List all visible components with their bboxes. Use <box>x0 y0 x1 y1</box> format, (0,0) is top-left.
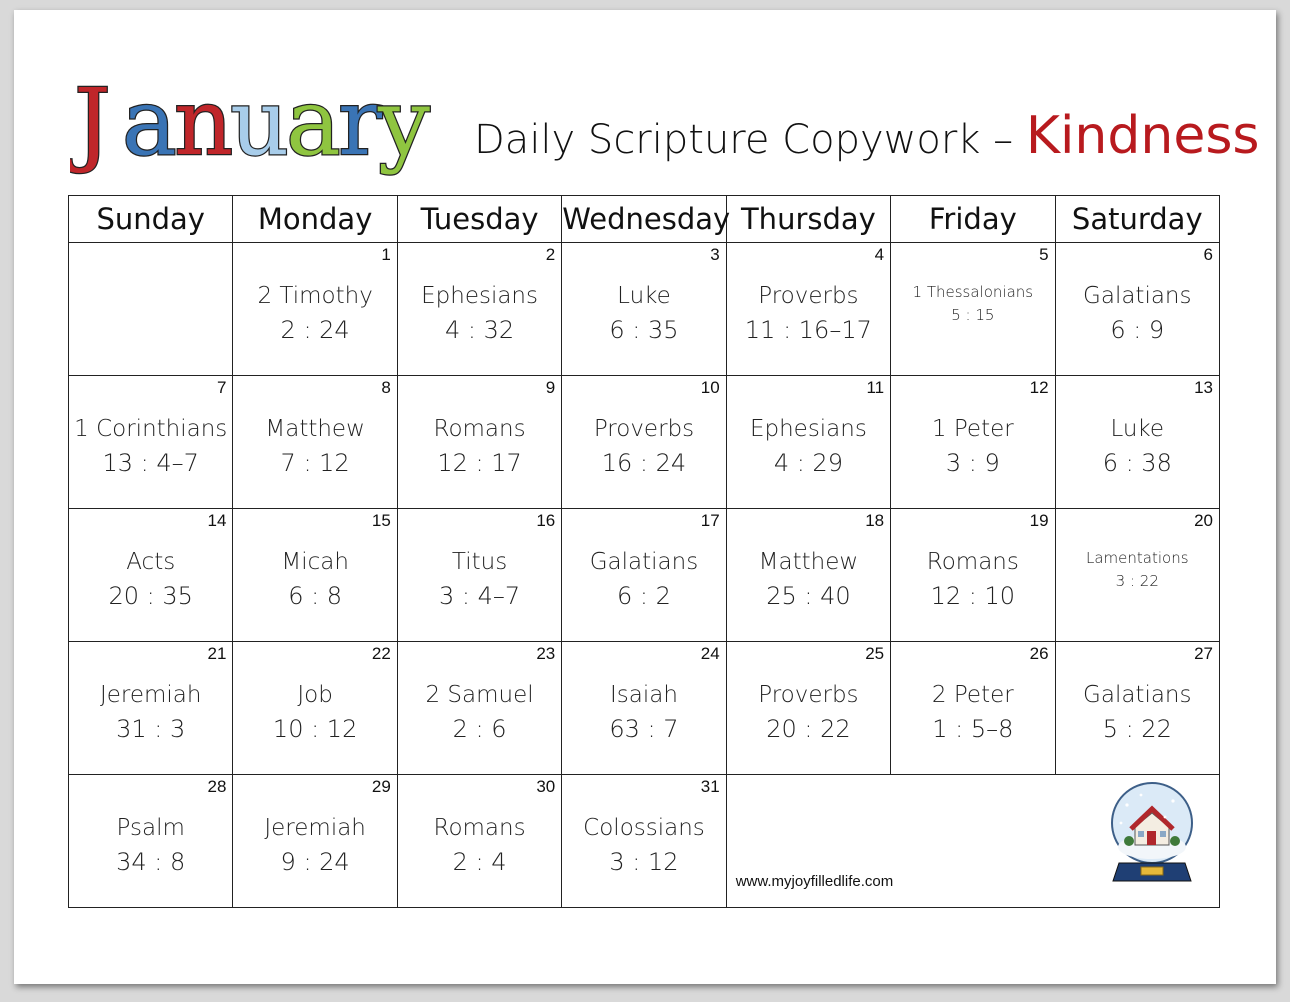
scripture-entry <box>727 678 890 746</box>
scripture-entry <box>562 279 725 347</box>
scripture-book: Ephesians <box>421 283 538 309</box>
day-number: 19 <box>1029 511 1049 530</box>
scripture-entry <box>398 279 561 347</box>
scripture-book: Lamentations <box>1086 549 1189 567</box>
scripture-reference: 3 : 4–7 <box>438 582 521 610</box>
scripture-entry <box>891 412 1054 480</box>
scripture-book: Ephesians <box>749 416 867 442</box>
week-row <box>69 243 1220 376</box>
day-cell <box>233 376 397 509</box>
scripture-book: Titus <box>451 549 508 575</box>
day-cell <box>562 642 726 775</box>
scripture-reference: 34 : 8 <box>116 848 186 876</box>
scripture-book: Galatians <box>1083 682 1192 708</box>
scripture-reference: 4 : 29 <box>773 449 843 477</box>
scripture-reference: 11 : 16–17 <box>744 316 872 344</box>
day-number: 31 <box>700 777 720 796</box>
footer-cell <box>726 775 1219 908</box>
day-number: 6 <box>1203 245 1213 264</box>
weekday-friday: Friday <box>891 196 1055 243</box>
day-cell <box>397 509 561 642</box>
scripture-entry <box>398 412 561 480</box>
day-number: 27 <box>1194 644 1213 663</box>
day-cell <box>891 243 1055 376</box>
day-number: 17 <box>700 511 720 530</box>
scripture-entry <box>1056 279 1219 347</box>
day-cell <box>397 775 561 908</box>
scripture-book: Acts <box>126 549 176 575</box>
scripture-book: Proverbs <box>758 283 859 309</box>
scripture-entry <box>69 811 232 879</box>
day-number: 7 <box>216 378 227 397</box>
week-row <box>69 775 1220 908</box>
weekday-sunday: Sunday <box>69 196 233 243</box>
weekday-monday: Monday <box>233 196 397 243</box>
weekday-thursday: Thursday <box>726 196 890 243</box>
scripture-entry <box>398 545 561 613</box>
scripture-book: 2 Samuel <box>425 682 534 708</box>
day-cell <box>562 509 726 642</box>
day-number: 10 <box>700 378 720 397</box>
scripture-reference: 6 : 38 <box>1102 449 1172 477</box>
scripture-book: Proverbs <box>758 682 859 708</box>
day-cell <box>562 376 726 509</box>
title-letter-y: y <box>378 69 430 176</box>
day-number: 2 <box>545 245 556 264</box>
scripture-reference: 6 : 2 <box>617 582 671 610</box>
scripture-reference: 9 : 24 <box>280 848 350 876</box>
scripture-entry <box>727 279 890 347</box>
scripture-entry <box>233 412 396 480</box>
scripture-reference: 2 : 6 <box>452 715 507 743</box>
day-cell <box>233 775 397 908</box>
scripture-reference: 7 : 12 <box>280 449 350 477</box>
scripture-book: Galatians <box>1083 283 1192 309</box>
day-number: 22 <box>371 644 391 663</box>
scripture-book: Isaiah <box>610 682 678 708</box>
week-row <box>69 642 1220 775</box>
day-number: 28 <box>207 777 227 796</box>
scripture-reference: 12 : 10 <box>930 582 1016 610</box>
scripture-book: Romans <box>433 815 526 841</box>
weekday-tuesday: Tuesday <box>397 196 561 243</box>
scripture-entry <box>727 412 890 480</box>
scripture-entry <box>727 545 890 613</box>
day-cell <box>397 243 561 376</box>
title-letter-j: J <box>74 69 111 176</box>
day-cell <box>397 642 561 775</box>
scripture-reference: 20 : 22 <box>766 715 851 743</box>
scripture-entry <box>1056 412 1219 480</box>
day-number: 1 <box>381 245 391 264</box>
scripture-reference: 13 : 4–7 <box>102 449 199 477</box>
scripture-reference: 2 : 4 <box>452 848 507 876</box>
day-number: 14 <box>207 511 227 530</box>
scripture-book: Romans <box>433 416 526 442</box>
theme-word: Kindness <box>1025 106 1260 166</box>
weekday-wednesday: Wednesday <box>562 196 726 243</box>
day-cell <box>69 509 233 642</box>
subtitle-text: Daily Scripture Copywork – <box>474 117 1026 163</box>
month-title <box>70 62 450 192</box>
scripture-book: Proverbs <box>593 416 695 442</box>
scripture-entry <box>562 678 725 746</box>
scripture-entry <box>562 545 725 613</box>
scripture-entry <box>398 811 561 879</box>
day-number: 9 <box>545 378 556 397</box>
scripture-entry <box>233 811 396 879</box>
scripture-book: Matthew <box>265 416 365 442</box>
scripture-reference: 16 : 24 <box>601 449 687 477</box>
scripture-reference: 6 : 9 <box>1110 316 1165 344</box>
scripture-reference: 25 : 40 <box>766 582 851 610</box>
scripture-reference: 2 : 24 <box>280 316 350 344</box>
scripture-book: Matthew <box>758 549 859 575</box>
calendar-grid <box>68 195 1220 908</box>
scripture-reference: 10 : 12 <box>272 715 358 743</box>
month-title-art <box>70 62 450 192</box>
scripture-reference: 6 : 8 <box>288 582 343 610</box>
scripture-book: 1 Thessalonians <box>912 283 1034 301</box>
day-number: 4 <box>874 245 885 264</box>
scripture-entry <box>233 279 396 347</box>
title-letter-a: a <box>122 69 177 176</box>
day-number: 23 <box>536 644 556 663</box>
scripture-book: Luke <box>1110 416 1165 442</box>
day-cell <box>69 775 233 908</box>
scripture-reference: 12 : 17 <box>437 449 522 477</box>
day-cell <box>69 376 233 509</box>
scripture-reference: 3 : 12 <box>609 848 679 876</box>
snow-globe-icon <box>1107 775 1197 895</box>
title-letter-n: n <box>174 69 234 176</box>
day-cell <box>891 376 1055 509</box>
day-cell <box>397 376 561 509</box>
scripture-book: Micah <box>281 549 349 575</box>
scripture-book: 2 Timothy <box>257 283 373 309</box>
scripture-book: Jeremiah <box>264 815 366 841</box>
scripture-book: Psalm <box>116 815 185 841</box>
title-letter-r: r <box>338 69 382 176</box>
scripture-reference: 63 : 7 <box>609 715 679 743</box>
title-letter-a2: a <box>286 69 341 176</box>
day-cell <box>69 642 233 775</box>
website-link[interactable]: www.myjoyfilledlife.com <box>735 873 894 890</box>
scripture-book: 1 Peter <box>931 416 1014 442</box>
week-row <box>69 376 1220 509</box>
scripture-reference: 4 : 32 <box>444 316 515 344</box>
day-cell <box>562 243 726 376</box>
scripture-reference: 6 : 35 <box>609 316 679 344</box>
day-cell <box>1055 642 1219 775</box>
scripture-entry <box>891 678 1054 746</box>
scripture-entry <box>1056 678 1219 746</box>
day-number: 29 <box>371 777 391 796</box>
day-cell <box>726 376 890 509</box>
scripture-reference: 3 : 9 <box>945 449 1000 477</box>
scripture-reference: 31 : 3 <box>116 715 186 743</box>
day-cell <box>726 509 890 642</box>
day-cell <box>233 243 397 376</box>
scripture-reference: 1 : 5–8 <box>932 715 1014 743</box>
weekday-header-row <box>69 196 1220 243</box>
empty-day-cell <box>69 243 233 376</box>
day-number: 25 <box>865 644 885 663</box>
scripture-book: 2 Peter <box>931 682 1014 708</box>
day-cell <box>726 642 890 775</box>
day-number: 24 <box>700 644 720 663</box>
scripture-book: Romans <box>926 549 1019 575</box>
scripture-entry <box>233 545 396 613</box>
day-number: 26 <box>1029 644 1049 663</box>
scripture-book: 1 Corinthians <box>74 416 228 442</box>
day-number: 13 <box>1194 378 1213 397</box>
day-number: 12 <box>1029 378 1049 397</box>
scripture-book: Luke <box>617 283 671 309</box>
scripture-book: Galatians <box>589 549 699 575</box>
scripture-reference: 20 : 35 <box>108 582 193 610</box>
day-number: 18 <box>865 511 885 530</box>
day-cell <box>891 509 1055 642</box>
scripture-book: Colossians <box>583 815 705 841</box>
scripture-entry <box>562 811 725 879</box>
day-number: 5 <box>1039 245 1049 264</box>
title-letter-u: u <box>230 69 290 176</box>
day-cell <box>1055 243 1219 376</box>
day-cell <box>726 243 890 376</box>
scripture-entry <box>891 545 1054 613</box>
scripture-entry <box>69 678 232 746</box>
week-row <box>69 509 1220 642</box>
scripture-entry <box>398 678 561 746</box>
scripture-entry <box>233 678 396 746</box>
day-number: 3 <box>710 245 720 264</box>
day-number: 20 <box>1194 511 1213 530</box>
day-number: 16 <box>536 511 556 530</box>
day-cell <box>233 642 397 775</box>
day-cell <box>233 509 397 642</box>
day-number: 15 <box>371 511 391 530</box>
day-number: 11 <box>866 378 885 397</box>
scripture-entry <box>69 412 232 480</box>
weekday-saturday: Saturday <box>1055 196 1219 243</box>
calendar-page <box>14 10 1276 984</box>
scripture-entry <box>69 545 232 613</box>
day-number: 30 <box>536 777 556 796</box>
day-cell <box>1055 376 1219 509</box>
scripture-entry <box>1056 545 1219 591</box>
subtitle <box>474 106 1260 166</box>
scripture-book: Jeremiah <box>99 682 202 708</box>
day-number: 21 <box>207 644 227 663</box>
scripture-entry <box>891 279 1054 325</box>
scripture-entry <box>562 412 725 480</box>
scripture-book: Job <box>297 682 333 708</box>
day-cell <box>562 775 726 908</box>
scripture-reference: 5 : 15 <box>951 306 995 324</box>
day-cell <box>1055 509 1219 642</box>
scripture-reference: 3 : 22 <box>1115 572 1159 590</box>
scripture-reference: 5 : 22 <box>1102 715 1172 743</box>
day-number: 8 <box>381 378 391 397</box>
day-cell <box>891 642 1055 775</box>
